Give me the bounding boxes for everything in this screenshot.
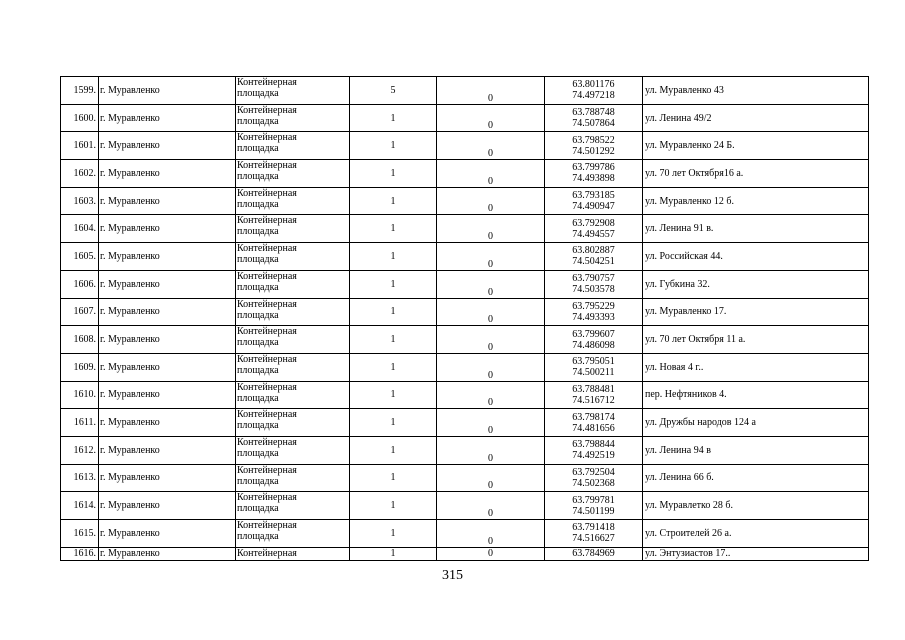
- table-row: [61, 270, 869, 298]
- container-count-cell: 1: [350, 353, 437, 381]
- address-cell: ул. Энтузиастов 17..: [643, 547, 869, 560]
- site-type-line-1: Контейнерная: [237, 492, 297, 504]
- zero-value-cell: 0: [437, 132, 545, 160]
- city-cell: г. Муравленко: [99, 298, 236, 326]
- table-row: [61, 520, 869, 548]
- zero-value-cell: 0: [437, 547, 545, 560]
- table-row: [61, 298, 869, 326]
- latitude: 63.798174: [572, 411, 615, 423]
- zero-value-cell: 0: [437, 381, 545, 409]
- latitude: 63.791418: [572, 522, 615, 534]
- table-row: [61, 132, 869, 160]
- latitude: 63.802887: [572, 245, 615, 257]
- coordinates-cell: 63.784969: [545, 547, 643, 560]
- coordinates-cell: [545, 215, 643, 243]
- container-count-cell: 1: [350, 270, 437, 298]
- longitude: 74.502368: [572, 477, 615, 489]
- zero-value-cell: 0: [437, 243, 545, 271]
- coordinates-cell: [545, 492, 643, 520]
- site-type-line-1: Контейнерная: [237, 187, 297, 199]
- row-number: 1612.: [61, 436, 99, 464]
- site-type-line-2: площадка: [237, 309, 279, 321]
- table-row: [61, 215, 869, 243]
- row-number: 1603.: [61, 187, 99, 215]
- container-count-cell: 1: [350, 464, 437, 492]
- site-type-cell: [236, 187, 350, 215]
- latitude: 63.788481: [572, 383, 615, 395]
- latitude: 63.798844: [572, 439, 615, 451]
- zero-value-cell: 0: [437, 104, 545, 132]
- container-count-cell: 1: [350, 298, 437, 326]
- latitude: 63.801176: [572, 79, 615, 91]
- site-type-cell: [236, 436, 350, 464]
- site-type-cell: [236, 409, 350, 437]
- coordinates-cell: [545, 436, 643, 464]
- site-type-line-2: площадка: [237, 392, 279, 404]
- table-row: [61, 353, 869, 381]
- coordinates-cell: [545, 464, 643, 492]
- longitude: 74.501292: [572, 145, 615, 157]
- address-cell: ул. Ленина 94 в: [643, 436, 869, 464]
- site-type-line-1: Контейнерная: [237, 132, 297, 144]
- container-count-cell: 1: [350, 547, 437, 560]
- city-cell: г. Муравленко: [99, 381, 236, 409]
- site-type-line-2: площадка: [237, 420, 279, 432]
- row-number: 1601.: [61, 132, 99, 160]
- site-type-cell: [236, 243, 350, 271]
- latitude: 63.799607: [572, 328, 615, 340]
- site-type-line-2: площадка: [237, 364, 279, 376]
- longitude: 74.516712: [572, 394, 615, 406]
- site-type-line-1: Контейнерная: [237, 104, 297, 116]
- site-type-cell: [236, 464, 350, 492]
- zero-value-cell: 0: [437, 353, 545, 381]
- address-cell: ул. Ленина 91 в.: [643, 215, 869, 243]
- coordinates-cell: [545, 104, 643, 132]
- container-count-cell: 1: [350, 215, 437, 243]
- zero-value-cell: 0: [437, 520, 545, 548]
- site-type-line-2: площадка: [237, 88, 279, 99]
- row-number: 1615.: [61, 520, 99, 548]
- zero-value-cell: 0: [437, 326, 545, 354]
- latitude: 63.790757: [572, 273, 615, 285]
- address-cell: ул. Ленина 66 б.: [643, 464, 869, 492]
- address-cell: ул. Муравленко 12 б.: [643, 187, 869, 215]
- site-type-line-2: площадка: [237, 115, 279, 127]
- table-body: [61, 77, 869, 561]
- row-number: 1608.: [61, 326, 99, 354]
- coordinates-cell: [545, 381, 643, 409]
- container-count-cell: 1: [350, 243, 437, 271]
- zero-value-cell: 0: [437, 160, 545, 188]
- table-row: [61, 104, 869, 132]
- container-count-cell: 1: [350, 132, 437, 160]
- city-cell: г. Муравленко: [99, 326, 236, 354]
- city-cell: г. Муравленко: [99, 353, 236, 381]
- coordinates-cell: [545, 270, 643, 298]
- longitude: 74.497218: [572, 90, 615, 102]
- zero-value-cell: 0: [437, 187, 545, 215]
- city-cell: г. Муравленко: [99, 187, 236, 215]
- coordinates-cell: [545, 520, 643, 548]
- zero-value-cell: 0: [437, 298, 545, 326]
- site-type-cell: [236, 326, 350, 354]
- city-cell: г. Муравленко: [99, 160, 236, 188]
- row-number: 1614.: [61, 492, 99, 520]
- site-type-cell: [236, 492, 350, 520]
- table-row: [61, 326, 869, 354]
- coordinates-cell: [545, 77, 643, 105]
- container-count-cell: 1: [350, 492, 437, 520]
- city-cell: г. Муравленко: [99, 270, 236, 298]
- site-type-line-2: площадка: [237, 171, 279, 183]
- city-cell: г. Муравленко: [99, 492, 236, 520]
- site-type-line-2: площадка: [237, 198, 279, 210]
- latitude: 63.795051: [572, 356, 615, 368]
- site-type-cell: [236, 160, 350, 188]
- coordinates-cell: [545, 326, 643, 354]
- site-type-line-2: площадка: [237, 447, 279, 459]
- coordinates-cell: [545, 160, 643, 188]
- city-cell: г. Муравленко: [99, 547, 236, 560]
- longitude: 74.507864: [572, 118, 615, 130]
- row-number: 1609.: [61, 353, 99, 381]
- table-row: [61, 77, 869, 105]
- zero-value-cell: 0: [437, 436, 545, 464]
- address-cell: ул. Муравленко 17.: [643, 298, 869, 326]
- address-cell: ул. 70 лет Октября16 а.: [643, 160, 869, 188]
- coordinates-cell: [545, 132, 643, 160]
- address-cell: пер. Нефтяников 4.: [643, 381, 869, 409]
- table-row: [61, 187, 869, 215]
- zero-value-cell: 0: [437, 215, 545, 243]
- site-type-cell: [236, 298, 350, 326]
- longitude: 74.494557: [572, 228, 615, 240]
- city-cell: г. Муравленко: [99, 409, 236, 437]
- site-type-line-1: Контейнерная: [237, 464, 297, 476]
- row-number: 1610.: [61, 381, 99, 409]
- zero-value-cell: 0: [437, 492, 545, 520]
- table-row: [61, 464, 869, 492]
- site-type-cell: [236, 520, 350, 548]
- longitude: 74.486098: [572, 339, 615, 351]
- latitude: 63.793185: [572, 190, 615, 202]
- row-number: 1606.: [61, 270, 99, 298]
- site-type-line-1: Контейнерная: [237, 436, 297, 448]
- latitude: 63.792504: [572, 466, 615, 478]
- latitude: 63.799786: [572, 162, 615, 174]
- table-row: [61, 409, 869, 437]
- page-number: 315: [442, 568, 463, 583]
- site-type-line-1: Контейнерная: [237, 298, 297, 310]
- zero-value-cell: 0: [437, 464, 545, 492]
- container-count-cell: 1: [350, 326, 437, 354]
- row-number: 1604.: [61, 215, 99, 243]
- table-row: [61, 547, 869, 560]
- longitude: 74.503578: [572, 284, 615, 296]
- table-row: [61, 243, 869, 271]
- latitude: 63.792908: [572, 217, 615, 229]
- site-type-cell: [236, 77, 350, 105]
- row-number: 1605.: [61, 243, 99, 271]
- container-count-cell: 1: [350, 187, 437, 215]
- container-count-cell: 1: [350, 160, 437, 188]
- address-cell: ул. Ленина 49/2: [643, 104, 869, 132]
- latitude: 63.795229: [572, 300, 615, 312]
- zero-value-cell: 0: [437, 270, 545, 298]
- site-type-line-1: Контейнерная: [237, 353, 297, 365]
- container-count-cell: 1: [350, 520, 437, 548]
- latitude: 63.798522: [572, 134, 615, 146]
- table-row: [61, 492, 869, 520]
- site-type-cell: [236, 132, 350, 160]
- longitude: 74.504251: [572, 256, 615, 268]
- longitude: 74.490947: [572, 201, 615, 213]
- site-type-line-2: площадка: [237, 503, 279, 515]
- table-row: [61, 381, 869, 409]
- zero-value-cell: 0: [437, 409, 545, 437]
- site-type-line-2: площадка: [237, 254, 279, 266]
- container-count-cell: 1: [350, 104, 437, 132]
- table-row: [61, 160, 869, 188]
- row-number: 1607.: [61, 298, 99, 326]
- city-cell: г. Муравленко: [99, 243, 236, 271]
- longitude: 74.493393: [572, 311, 615, 323]
- coordinates-cell: [545, 298, 643, 326]
- coordinates-cell: [545, 243, 643, 271]
- site-type-line-1: Контейнерная: [237, 243, 297, 255]
- site-type-line-1: Контейнерная: [237, 270, 297, 282]
- longitude: 74.500211: [572, 367, 615, 379]
- address-cell: ул. Муравленко 24 Б.: [643, 132, 869, 160]
- site-type-line-2: площадка: [237, 531, 279, 542]
- row-number: 1611.: [61, 409, 99, 437]
- container-count-cell: 5: [350, 77, 437, 105]
- address-cell: ул. Муравленко 43: [643, 77, 869, 105]
- site-type-cell: [236, 270, 350, 298]
- site-type-cell: [236, 381, 350, 409]
- city-cell: г. Муравленко: [99, 464, 236, 492]
- address-cell: ул. Строителей 26 а.: [643, 520, 869, 548]
- site-type-line-1: Контейнерная: [237, 520, 297, 531]
- site-type-line-1: Контейнерная: [237, 215, 297, 227]
- site-type-cell: [236, 215, 350, 243]
- site-type-line-1: Контейнерная: [237, 381, 297, 393]
- container-count-cell: 1: [350, 436, 437, 464]
- longitude: 74.493898: [572, 173, 615, 185]
- address-cell: ул. Губкина 32.: [643, 270, 869, 298]
- longitude: 74.492519: [572, 450, 615, 462]
- address-cell: ул. Новая 4 г..: [643, 353, 869, 381]
- city-cell: г. Муравленко: [99, 215, 236, 243]
- container-count-cell: 1: [350, 409, 437, 437]
- site-type-line-1: Контейнерная: [237, 160, 297, 172]
- site-type-line-1: Контейнерная: [237, 77, 297, 88]
- row-number: 1599.: [61, 77, 99, 105]
- address-cell: ул. Муравлетко 28 б.: [643, 492, 869, 520]
- data-table: [60, 76, 869, 561]
- site-type-line-1: Контейнерная: [237, 409, 297, 421]
- city-cell: г. Муравленко: [99, 436, 236, 464]
- address-cell: ул. 70 лет Октября 11 а.: [643, 326, 869, 354]
- site-type-line-1: Контейнерная: [237, 326, 297, 338]
- container-count-cell: 1: [350, 381, 437, 409]
- site-type-cell: [236, 353, 350, 381]
- site-type-cell: Контейнерная: [236, 547, 350, 560]
- city-cell: г. Муравленко: [99, 77, 236, 105]
- address-cell: ул. Дружбы народов 124 а: [643, 409, 869, 437]
- site-type-line-2: площадка: [237, 226, 279, 238]
- site-type-line-2: площадка: [237, 475, 279, 487]
- coordinates-cell: [545, 353, 643, 381]
- row-number: 1600.: [61, 104, 99, 132]
- site-type-line-2: площадка: [237, 143, 279, 155]
- address-cell: ул. Российская 44.: [643, 243, 869, 271]
- latitude: 63.788748: [572, 107, 615, 119]
- site-type-line-2: площадка: [237, 337, 279, 349]
- city-cell: г. Муравленко: [99, 520, 236, 548]
- city-cell: г. Муравленко: [99, 104, 236, 132]
- city-cell: г. Муравленко: [99, 132, 236, 160]
- coordinates-cell: [545, 409, 643, 437]
- longitude: 74.501199: [572, 505, 615, 517]
- table-row: [61, 436, 869, 464]
- row-number: 1616.: [61, 547, 99, 560]
- site-type-line-2: площадка: [237, 281, 279, 293]
- latitude: 63.799781: [572, 494, 615, 506]
- row-number: 1613.: [61, 464, 99, 492]
- coordinates-cell: [545, 187, 643, 215]
- longitude: 74.516627: [572, 533, 615, 545]
- row-number: 1602.: [61, 160, 99, 188]
- site-type-cell: [236, 104, 350, 132]
- zero-value-cell: 0: [437, 77, 545, 105]
- longitude: 74.481656: [572, 422, 615, 434]
